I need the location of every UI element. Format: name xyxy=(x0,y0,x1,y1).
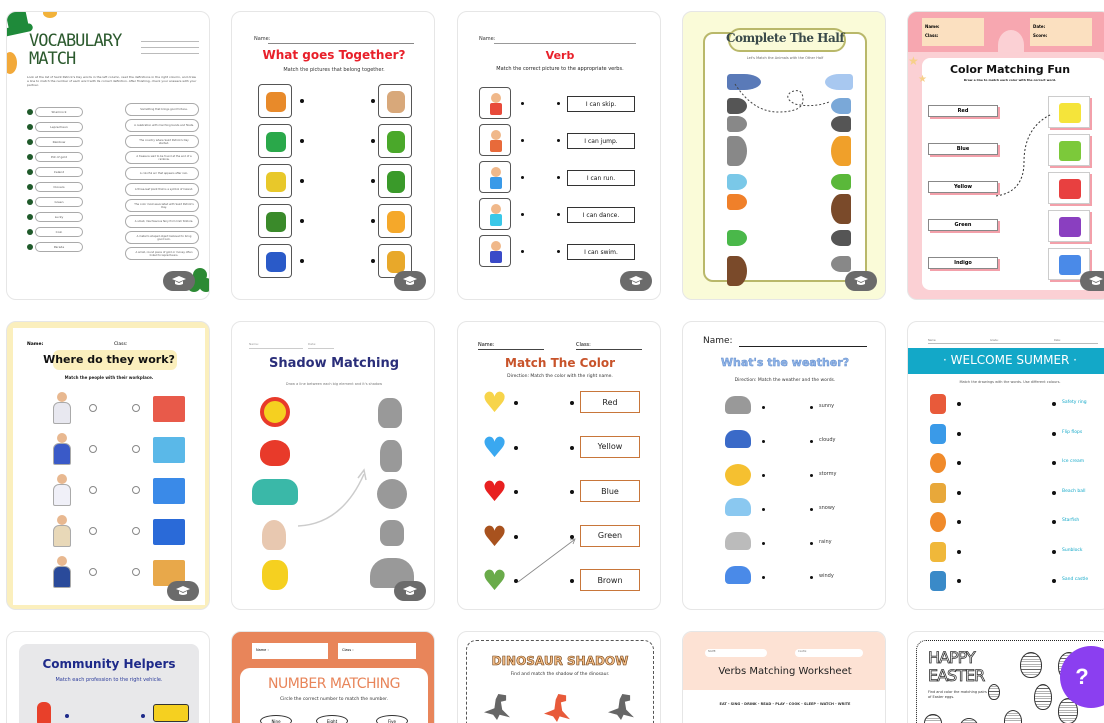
weather-word: sunny xyxy=(819,403,835,409)
verb-box: I can swim. xyxy=(567,244,635,260)
color-word-box: Yellow xyxy=(928,181,998,193)
verb-box: I can jump. xyxy=(567,133,635,149)
child-action-icon xyxy=(479,124,511,156)
worksheet-title: DINOSAUR SHADOW xyxy=(491,654,629,668)
weather-word: rainy xyxy=(819,539,832,545)
crocodile-half-icon xyxy=(727,230,747,246)
number-badge xyxy=(27,109,33,115)
match-circle xyxy=(132,404,140,412)
match-dot xyxy=(371,259,375,263)
hospital-icon xyxy=(153,437,185,463)
weather-icon xyxy=(725,396,751,414)
worksheet-title: Verb xyxy=(545,49,575,62)
worksheet-subtitle: Match each profession to the right vehicle. xyxy=(55,677,163,683)
number-badge xyxy=(27,169,33,175)
match-dot xyxy=(521,176,524,179)
easter-egg-icon xyxy=(1020,652,1042,678)
graduation-cap-icon[interactable] xyxy=(1080,271,1104,291)
class-field: Class: xyxy=(925,33,939,38)
name-label: Name: xyxy=(703,336,733,346)
lion-half-icon xyxy=(727,194,747,210)
easter-egg-icon xyxy=(988,684,1000,700)
color-word-box: Green xyxy=(928,219,998,231)
dashed-arrow xyxy=(994,112,1054,202)
weather-word: cloudy xyxy=(819,437,836,443)
tree-icon xyxy=(258,204,292,238)
match-dot xyxy=(1052,579,1056,583)
match-dot xyxy=(300,139,304,143)
question-icon: ? xyxy=(1075,664,1089,689)
summer-item-icon xyxy=(930,394,946,414)
weather-icon xyxy=(725,566,751,584)
summer-word: Beach ball xyxy=(1062,488,1086,494)
worksheet-card-color-matching-fun[interactable] xyxy=(907,11,1104,300)
match-dot xyxy=(1052,520,1056,524)
date-field: Date: xyxy=(1033,24,1046,29)
match-dot xyxy=(557,213,560,216)
summer-item-icon xyxy=(930,571,946,591)
match-dot xyxy=(1052,402,1056,406)
summer-word: Ice cream xyxy=(1062,459,1085,464)
airport-icon xyxy=(153,478,185,504)
match-circle xyxy=(89,527,97,535)
match-dot xyxy=(1052,432,1056,436)
word-item: Coin xyxy=(35,227,83,237)
class-label: Class: xyxy=(576,342,591,348)
chef-icon xyxy=(49,515,75,549)
grade-field: Grade: xyxy=(990,339,999,342)
worksheet-card-verbs-matching-worksheet[interactable] xyxy=(682,631,886,723)
child-action-icon xyxy=(479,235,511,267)
coin-icon xyxy=(43,11,57,18)
match-dot xyxy=(957,520,961,524)
worksheet-subtitle: Match the people with their workplace. xyxy=(64,375,154,380)
number-badge xyxy=(27,184,33,190)
lion-half-icon xyxy=(831,136,851,166)
weather-word: stormy xyxy=(819,471,837,477)
worksheet-preview xyxy=(7,632,209,723)
match-dot xyxy=(957,432,961,436)
definition-item: The country where Saint Patrick's Day started. xyxy=(125,135,199,148)
worksheet-title: Color Matching Fun xyxy=(949,63,1071,76)
match-dot xyxy=(810,576,813,579)
word-item: Parade xyxy=(35,242,83,252)
worksheet-subtitle: Find and color the matching pairs of Easter eggs. xyxy=(928,690,987,699)
match-dot xyxy=(371,219,375,223)
sprout-icon xyxy=(378,124,412,158)
number-badge xyxy=(27,229,33,235)
word-item: Lucky xyxy=(35,212,83,222)
verb-box: I can run. xyxy=(567,170,635,186)
definition-item: A metal U-shaped object believed to bring good luck. xyxy=(125,231,199,244)
match-dot xyxy=(957,491,961,495)
worksheet-title: Community Helpers xyxy=(42,657,176,671)
worksheet-title: What's the weather? xyxy=(720,356,850,369)
match-dot xyxy=(521,213,524,216)
worksheet-title: Shadow Matching xyxy=(268,356,400,371)
t-shirt-icon xyxy=(1048,172,1090,204)
name-label: Name: xyxy=(27,342,44,347)
title-line-2: EASTER xyxy=(928,666,985,685)
word-item: Green xyxy=(35,197,83,207)
heart-icon: ♥ xyxy=(482,386,508,419)
match-dot xyxy=(762,508,765,511)
summer-word: Safety ring xyxy=(1062,400,1087,405)
definition-item: A three-leaf plant that is a symbol of Ireland. xyxy=(125,183,199,196)
firefighter-icon xyxy=(37,702,51,723)
definition-item: A colorful arc that appears after rain. xyxy=(125,167,199,180)
definition-item: A celebration with marching bands and floats. xyxy=(125,119,199,132)
match-dot xyxy=(557,176,560,179)
summer-item-icon xyxy=(930,424,946,444)
match-circle xyxy=(89,568,97,576)
title-line-1: VOCABULARY xyxy=(29,31,122,51)
match-dot xyxy=(514,401,518,405)
color-name-box: Yellow xyxy=(580,436,640,458)
definition-item: A small, mischievous fairy from Irish folklore. xyxy=(125,215,199,228)
graduation-cap-icon[interactable] xyxy=(620,271,652,291)
worksheet-preview xyxy=(458,632,660,723)
ball-shadow-icon xyxy=(377,479,407,509)
doll-icon xyxy=(262,520,286,550)
worksheet-card-verb[interactable] xyxy=(457,11,661,300)
match-dot xyxy=(300,99,304,103)
worksheet-subtitle: Draw a line between each big element and it's shadow xyxy=(285,382,383,386)
bird-half-icon xyxy=(831,230,851,246)
doctor-icon xyxy=(49,474,75,508)
match-dot xyxy=(371,99,375,103)
weather-icon xyxy=(725,464,751,486)
weather-word: snowy xyxy=(819,505,835,511)
worksheet-card-what-goes-together[interactable] xyxy=(231,11,435,300)
match-dot xyxy=(1052,550,1056,554)
worksheet-preview xyxy=(7,12,209,299)
bird-shadow-icon xyxy=(380,520,404,546)
match-dot xyxy=(957,579,961,583)
pilot-icon xyxy=(49,392,75,426)
worksheet-preview xyxy=(908,322,1104,609)
worksheet-card-vocabulary-match[interactable] xyxy=(6,11,210,300)
match-circle xyxy=(89,486,97,494)
name-label: Name: xyxy=(254,36,271,42)
word-item: Shamrock xyxy=(35,107,83,117)
school-icon xyxy=(153,396,185,422)
worksheet-subtitle: Direction: Match the color with the right name. xyxy=(507,374,613,379)
number-badge xyxy=(27,124,33,130)
worksheet-subtitle: Let's Match the Animals with the Other Half xyxy=(746,56,824,60)
heart-icon: ♥ xyxy=(482,475,508,508)
number-badge xyxy=(27,139,33,145)
summer-item-icon xyxy=(930,512,946,532)
police-officer-icon xyxy=(49,433,75,467)
worksheet-card-complete-the-half[interactable] xyxy=(682,11,886,300)
number-option: Five xyxy=(376,715,408,723)
elephant-half-icon xyxy=(831,256,851,272)
class-field: CLASS: xyxy=(798,650,807,653)
child-action-icon xyxy=(479,87,511,119)
number-badge xyxy=(27,214,33,220)
watering-can-icon xyxy=(258,84,292,118)
summer-word: Flip flops xyxy=(1062,429,1083,435)
word-item: Pot of gold xyxy=(35,152,83,162)
weather-icon xyxy=(725,430,751,448)
school-bus-icon xyxy=(153,704,189,722)
match-dot xyxy=(521,250,524,253)
doll-shadow-icon xyxy=(380,440,402,472)
child-action-icon xyxy=(479,198,511,230)
worksheet-title: NUMBER MATCHING xyxy=(268,676,400,692)
worksheet-card-dinosaur-shadow[interactable] xyxy=(457,631,661,723)
name-field: NAME: xyxy=(708,650,717,653)
match-dot xyxy=(957,402,961,406)
name-field: Name: xyxy=(249,342,259,346)
shorts-icon xyxy=(1048,210,1090,242)
worksheet-title: Match The Color xyxy=(505,356,615,370)
word-item: Rainbow xyxy=(35,137,83,147)
number-badge xyxy=(27,199,33,205)
name-field: Name : xyxy=(256,648,269,652)
match-circle xyxy=(132,486,140,494)
match-dot xyxy=(762,474,765,477)
match-dot xyxy=(570,446,574,450)
match-dot xyxy=(762,576,765,579)
worksheet-card-shadow-matching[interactable] xyxy=(231,321,435,610)
worksheet-subtitle: Circle the correct number to match the number. xyxy=(279,697,389,702)
summer-word: Sunblock xyxy=(1062,547,1083,553)
match-dot xyxy=(300,219,304,223)
name-field: Name: xyxy=(925,24,940,29)
summer-item-icon xyxy=(930,453,946,473)
shorts-icon xyxy=(1048,134,1090,166)
number-badge xyxy=(27,154,33,160)
worksheet-subtitle: Find and match the shadow of the dinosaur. xyxy=(510,672,610,677)
verb-box: I can dance. xyxy=(567,207,635,223)
zebra-half-icon xyxy=(831,116,851,132)
worksheet-title: Where do they work? xyxy=(43,353,175,366)
match-dot xyxy=(300,259,304,263)
match-dot xyxy=(521,102,524,105)
leaves-icon xyxy=(378,164,412,198)
match-dot xyxy=(762,542,765,545)
worksheet-preview xyxy=(7,322,209,609)
match-circle xyxy=(132,445,140,453)
worksheet-preview xyxy=(232,322,434,609)
color-word-box: Indigo xyxy=(928,257,998,269)
worksheet-title: · WELCOME SUMMER · xyxy=(943,353,1077,367)
worksheet-preview xyxy=(683,632,885,723)
color-word-box: Red xyxy=(928,105,998,117)
heart-icon: ♥ xyxy=(482,564,508,597)
instructions: Look at the list of Saint Patrick's Day words in the left column, read the definitions in the right column, and draw a line to match the number of each word with its correct definition. After finishing, check your answers with your partner. xyxy=(27,75,197,87)
juice-jug-icon xyxy=(258,164,292,198)
number-option: Nine xyxy=(260,715,292,723)
elephant-half-icon xyxy=(727,136,747,166)
definition-item: A treasure said to be found at the end of a rainbow. xyxy=(125,151,199,164)
match-dot xyxy=(762,440,765,443)
drawn-line xyxy=(516,536,580,586)
match-dot xyxy=(371,179,375,183)
match-dot xyxy=(557,139,560,142)
worksheet-card-number-matching[interactable] xyxy=(231,631,435,723)
definition-item: A small, round piece of gold or money often linked to leprechauns. xyxy=(125,247,199,260)
worksheet-title: What goes Together? xyxy=(262,48,406,62)
date-field: Date: xyxy=(1054,339,1061,342)
color-name-box: Blue xyxy=(580,480,640,502)
worksheet-card-whats-the-weather[interactable] xyxy=(682,321,886,610)
match-circle xyxy=(89,404,97,412)
date-field: Date: xyxy=(308,342,317,346)
match-dot xyxy=(810,542,813,545)
number-badge xyxy=(27,244,33,250)
worksheet-subtitle: Match the correct picture to the appropriate verbs. xyxy=(496,66,624,72)
graduation-cap-icon[interactable] xyxy=(167,581,199,601)
match-circle xyxy=(89,445,97,453)
easter-egg-icon xyxy=(1034,684,1052,710)
worksheet-preview xyxy=(908,12,1104,299)
name-label: Name: xyxy=(478,342,495,348)
word-item: Ireland xyxy=(35,167,83,177)
child-action-icon xyxy=(479,161,511,193)
color-name-box: Brown xyxy=(580,569,640,591)
worksheet-preview xyxy=(232,632,434,723)
worksheet-subtitle: Match the drawings with the words. Use different colours. xyxy=(959,380,1061,384)
summer-item-icon xyxy=(930,483,946,503)
verbs-line: EAT - SING - DRINK - READ - PLAY - COOK - SLEEP - WATCH - WRITE xyxy=(719,702,851,706)
class-label: Class: xyxy=(114,342,128,347)
ball-icon xyxy=(260,397,290,427)
graduation-cap-icon[interactable] xyxy=(394,271,426,291)
word-item: Clovers xyxy=(35,182,83,192)
match-dot xyxy=(810,406,813,409)
worksheet-preview xyxy=(458,12,660,299)
weather-icon xyxy=(725,498,751,516)
match-dot xyxy=(300,179,304,183)
bear-half-icon xyxy=(727,256,747,286)
title-line-2: MATCH xyxy=(29,49,76,69)
elephant-blue-half-icon xyxy=(727,174,747,190)
books-icon xyxy=(258,244,292,278)
worksheet-preview xyxy=(683,322,885,609)
worksheet-card-match-the-color[interactable] xyxy=(457,321,661,610)
star-icon: ★ xyxy=(908,54,919,68)
worksheet-preview xyxy=(458,322,660,609)
worksheet-title: Complete The Half xyxy=(726,31,844,45)
summer-word: Starfish xyxy=(1062,518,1080,523)
bird-icon xyxy=(260,440,290,466)
match-dot xyxy=(570,401,574,405)
color-name-box: Red xyxy=(580,391,640,413)
match-dot xyxy=(557,102,560,105)
name-label: Name: xyxy=(479,36,496,42)
match-dot xyxy=(762,406,765,409)
worksheet-subtitle: Draw a line to match each color with the correct word. xyxy=(963,78,1057,82)
star-icon: ★ xyxy=(918,74,927,85)
worksheet-subtitle: Direction: Match the weather and the words. xyxy=(734,378,836,383)
match-dot xyxy=(514,490,518,494)
match-dot xyxy=(1052,491,1056,495)
worksheet-card-community-helpers[interactable] xyxy=(6,631,210,723)
heart-icon: ♥ xyxy=(482,519,508,553)
weather-word: windy xyxy=(819,573,834,579)
match-dot xyxy=(957,461,961,465)
match-dot xyxy=(957,550,961,554)
summer-word: Sand castle xyxy=(1062,577,1089,582)
dashed-arrow xyxy=(733,82,833,122)
color-name-box: Green xyxy=(580,525,640,547)
match-dot xyxy=(557,250,560,253)
definition-item: The color most associated with Saint Patrick's Day. xyxy=(125,199,199,212)
summer-item-icon xyxy=(930,542,946,562)
match-dot xyxy=(810,474,813,477)
definition-item: Something that brings good fortune. xyxy=(125,103,199,116)
teacher-icon xyxy=(49,556,75,590)
match-dot xyxy=(521,139,524,142)
match-circle xyxy=(132,568,140,576)
graduation-cap-icon[interactable] xyxy=(394,581,426,601)
graduation-cap-icon[interactable] xyxy=(845,271,877,291)
match-dot xyxy=(1052,461,1056,465)
worksheet-subtitle: Match the pictures that belong together. xyxy=(283,67,385,73)
orange-juice-icon xyxy=(378,204,412,238)
match-dot xyxy=(810,440,813,443)
crocodile-half-icon xyxy=(831,174,851,190)
number-option: Eight xyxy=(316,715,348,723)
name-field: Name: xyxy=(928,339,937,342)
t-shirt-icon xyxy=(1048,96,1090,128)
bear-half-icon xyxy=(831,194,851,224)
coin-icon xyxy=(6,52,17,74)
match-circle xyxy=(132,527,140,535)
class-field: Class : xyxy=(342,648,354,652)
score-field: Score: xyxy=(1033,33,1048,38)
verb-box: I can skip. xyxy=(567,96,635,112)
weather-icon xyxy=(725,532,751,550)
color-word-box: Blue xyxy=(928,143,998,155)
dinosaur-icon xyxy=(262,560,288,590)
worksheet-card-where-do-they-work[interactable] xyxy=(6,321,210,610)
match-dot xyxy=(371,139,375,143)
worksheet-card-welcome-summer[interactable] xyxy=(907,321,1104,610)
graduation-cap-icon[interactable] xyxy=(163,271,195,291)
whale-half-icon xyxy=(831,98,851,114)
heart-icon: ♥ xyxy=(482,430,508,464)
worksheet-preview xyxy=(232,12,434,299)
word-item: Leprechaun xyxy=(35,122,83,132)
bucket-icon xyxy=(258,124,292,158)
police-station-icon xyxy=(153,519,185,545)
title-line-1: HAPPY xyxy=(928,648,975,667)
dinosaur-shadow-icon xyxy=(378,398,402,428)
match-dot xyxy=(514,446,518,450)
drawn-arrow xyxy=(292,452,372,532)
match-dot xyxy=(570,490,574,494)
match-dot xyxy=(810,508,813,511)
worksheet-title: Verbs Matching Worksheet xyxy=(718,666,852,677)
worksheet-preview xyxy=(683,12,885,299)
trowel-icon xyxy=(378,84,412,118)
